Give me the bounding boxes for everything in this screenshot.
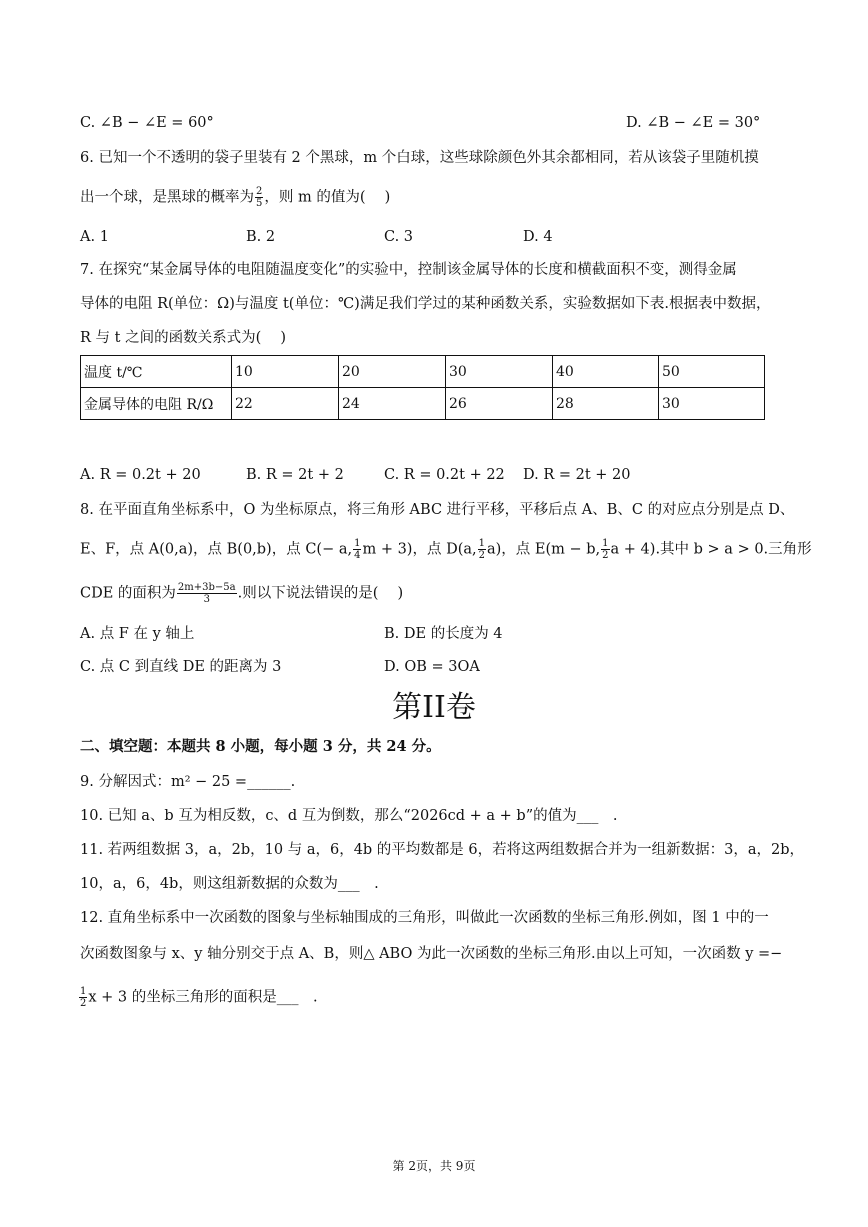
q8-option-a: A. 点 F 在 y 轴上 bbox=[80, 626, 195, 642]
q11-stem-line2: 10，a，6，4b，则这组新数据的众数为___ . bbox=[80, 876, 379, 892]
q7-stem-line1: 7. 在探究“某金属导体的电阻随温度变化”的实验中，控制该金属导体的长度和横截面积不变，测得金属 bbox=[80, 262, 737, 278]
q6-option-a: A. 1 bbox=[80, 229, 109, 245]
q8-stem-line3: CDE 的面积为 $\frac{2m+3b-5a}{3}$ .则以下说法错误的是( ) bbox=[80, 582, 404, 605]
table-cell: 20 bbox=[339, 356, 446, 388]
q8-fraction-2: $\frac{1}{2}$ bbox=[478, 538, 485, 561]
q10-stem: 10. 已知 a、b 互为相反数，c、d 互为倒数，那么“2026cd + a + b”的值为___ . bbox=[80, 808, 618, 824]
q6-fraction: $\frac{2}{5}$ bbox=[256, 186, 263, 209]
table-row bbox=[81, 388, 765, 420]
q11-stem-line1: 11. 若两组数据 3，a，2b，10 与 a，6，4b 的平均数都是 6，若将这两组数据合并为一组新数据：3，a，2b， bbox=[80, 842, 805, 858]
q8-fraction-4: $\frac{2m+3b-5a}{3}$ bbox=[177, 582, 236, 605]
q7-option-d: D. R = 2t + 20 bbox=[523, 467, 631, 483]
q8-option-c: C. 点 C 到直线 DE 的距离为 3 bbox=[80, 659, 282, 675]
q7-option-c: C. R = 0.2t + 22 bbox=[384, 467, 505, 483]
table-cell: 30 bbox=[659, 388, 765, 420]
q8-fraction-1: $\frac{1}{4}$ bbox=[354, 538, 361, 561]
page-footer: 第 2页，共 9页 bbox=[392, 1159, 476, 1173]
table-row bbox=[81, 356, 765, 388]
section-heading: 二、填空题：本题共 8 小题，每小题 3 分，共 24 分。 bbox=[80, 738, 441, 755]
table-cell: 温度 t/℃ bbox=[81, 356, 232, 388]
q12-stem-line1: 12. 直角坐标系中一次函数的图象与坐标轴围成的三角形，叫做此一次函数的坐标三角形.例如，图 1 中的一 bbox=[80, 910, 769, 926]
q5-option-c: C. ∠B − ∠E = 60° bbox=[80, 115, 214, 131]
q8-stem-line1: 8. 在平面直角坐标系中，O 为坐标原点，将三角形 ABC 进行平移，平移后点 A、B、C 的对应点分别是点 D、 bbox=[80, 502, 795, 518]
q7-stem-line3: R 与 t 之间的函数关系式为( ) bbox=[80, 330, 286, 346]
table-cell: 40 bbox=[553, 356, 659, 388]
q8-stem-line2: E、F，点 A(0,a)，点 B(0,b)，点 C(− a, $\frac{1}{4}$ m + 3)，点 D(a, $\frac{1}{2}$ a)，点 E(m − b, $\frac{1}{2}$ a + 4).其中 b > a > 0.三角形 bbox=[80, 538, 812, 561]
table-cell: 10 bbox=[232, 356, 339, 388]
q7-option-a: A. R = 0.2t + 20 bbox=[80, 467, 201, 483]
q5-option-d: D. ∠B − ∠E = 30° bbox=[626, 115, 761, 131]
table-cell: 28 bbox=[553, 388, 659, 420]
q7-option-b: B. R = 2t + 2 bbox=[246, 467, 344, 483]
q6-option-d: D. 4 bbox=[523, 229, 553, 245]
table-cell: 30 bbox=[446, 356, 553, 388]
q9-stem: 9. 分解因式：m² − 25 =______. bbox=[80, 774, 296, 790]
q8-option-d: D. OB = 3OA bbox=[384, 659, 480, 675]
q12-fraction: $\frac{1}{2}$ bbox=[80, 986, 87, 1009]
table-cell: 24 bbox=[339, 388, 446, 420]
q12-stem-line2: 次函数图象与 x、y 轴分别交于点 A、B，则△ ABO 为此一次函数的坐标三角形.由以上可知，一次函数 y =− bbox=[80, 946, 783, 962]
table-cell: 22 bbox=[232, 388, 339, 420]
q8-option-b: B. DE 的长度为 4 bbox=[384, 626, 503, 642]
q7-stem-line2: 导体的电阻 R(单位：Ω)与温度 t(单位：℃)满足我们学过的某种函数关系，实验数据如下表.根据表中数据， bbox=[80, 296, 771, 312]
table-cell: 金属导体的电阻 R/Ω bbox=[81, 388, 232, 420]
table-cell: 50 bbox=[659, 356, 765, 388]
q6-option-b: B. 2 bbox=[246, 229, 276, 245]
q12-stem-line3: $\frac{1}{2}$ x + 3 的坐标三角形的面积是___ . bbox=[80, 986, 318, 1009]
q6-stem-line1: 6. 已知一个不透明的袋子里装有 2 个黑球，m 个白球，这些球除颜色外其余都相同，若从该袋子里随机摸 bbox=[80, 150, 759, 166]
table-cell: 26 bbox=[446, 388, 553, 420]
q6-option-c: C. 3 bbox=[384, 229, 414, 245]
q7-data-table bbox=[80, 355, 765, 420]
part-title: 第II卷 bbox=[392, 690, 476, 725]
q8-fraction-3: $\frac{1}{2}$ bbox=[602, 538, 609, 561]
q6-stem-line2: 出一个球，是黑球的概率为 $\frac{2}{5}$ ，则 m 的值为( ) bbox=[80, 186, 391, 209]
